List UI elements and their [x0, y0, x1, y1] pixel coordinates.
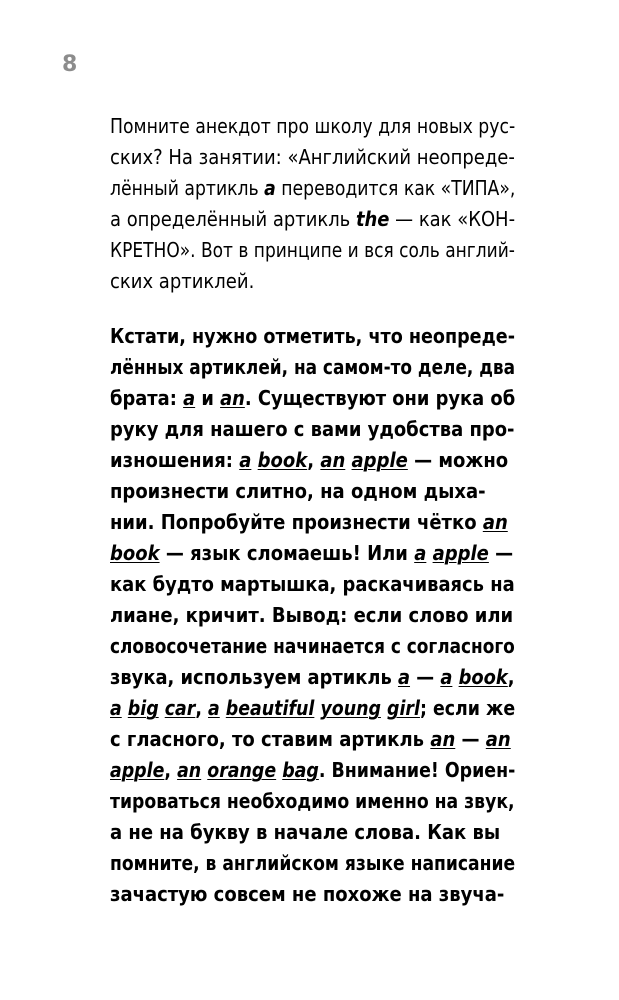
english-example: book — [110, 541, 160, 565]
english-example: young — [320, 696, 381, 720]
text-line — [110, 822, 500, 842]
text-segment: . Существуют они рука об — [244, 386, 516, 410]
text-segment: , — [507, 665, 515, 689]
text-line — [110, 147, 515, 167]
text-segment: помните, в английском языке написание — [110, 851, 516, 875]
text-line — [110, 667, 515, 687]
english-example: orange — [207, 758, 277, 782]
english-example: book — [257, 448, 308, 472]
text-line — [110, 271, 254, 291]
text-line — [110, 543, 513, 563]
text-line — [110, 357, 515, 377]
text-line — [110, 636, 515, 656]
text-segment: , — [164, 758, 178, 782]
english-example: a — [239, 448, 252, 472]
english-example: bag — [282, 758, 319, 782]
text-segment: Кстати, нужно отметить, что неопреде- — [110, 324, 515, 348]
text-line — [110, 512, 508, 532]
text-segment: руку для нашего с вами удобства про- — [110, 417, 515, 441]
text-segment: изношения: — [110, 448, 240, 472]
english-example: car — [164, 696, 196, 720]
english-example: big — [127, 696, 159, 720]
english-example: a — [397, 665, 411, 689]
text-line — [110, 853, 515, 873]
text-line — [110, 884, 504, 904]
english-example: apple — [351, 448, 408, 472]
text-segment: — язык сломаешь! Или — [159, 541, 415, 565]
text-segment: ских? На занятии: «Английский неопреде- — [110, 145, 515, 169]
text-segment: . Внимание! Ориен- — [318, 758, 516, 782]
text-segment: лённых артиклей, на самом-то деле, два — [110, 355, 515, 379]
text-line — [110, 760, 515, 780]
text-segment: а определённый артикль — [110, 207, 356, 231]
english-example: an — [485, 727, 511, 751]
english-example: beautiful — [225, 696, 315, 720]
english-example: a — [440, 665, 453, 689]
text-segment: — — [410, 665, 441, 689]
text-line — [110, 791, 515, 811]
text-segment: с гласного, то ставим артикль — [110, 727, 431, 751]
english-example: a — [183, 386, 196, 410]
text-segment: зачастую совсем не похоже на звуча- — [110, 882, 505, 906]
text-segment: — можно — [407, 448, 509, 472]
english-example: an — [482, 510, 508, 534]
page-number: 8 — [62, 52, 78, 77]
text-segment: словосочетание начинается с согласного — [110, 634, 515, 658]
text-segment: КРЕТНО». Вот в принципе и вся соль англий- — [110, 238, 515, 262]
text-segment: как будто мартышка, раскачиваясь на — [110, 572, 515, 596]
text-segment: произнести слитно, на одном дыха- — [110, 479, 486, 503]
text-segment: , — [195, 696, 209, 720]
english-example: girl — [386, 696, 420, 720]
english-example: an — [220, 386, 245, 410]
text-segment: ских артиклей. — [110, 269, 255, 293]
text-segment: — как «КОН- — [389, 207, 516, 231]
text-line — [110, 388, 515, 408]
text-line — [110, 698, 515, 718]
text-line — [110, 209, 515, 229]
text-segment: а не на букву в начале слова. Как вы — [110, 820, 501, 844]
text-segment: звука, используем артикль — [110, 665, 398, 689]
text-segment: ; если же — [419, 696, 516, 720]
english-example: apple — [432, 541, 489, 565]
english-example: book — [458, 665, 508, 689]
english-example: an — [430, 727, 456, 751]
text-segment: — — [488, 541, 514, 565]
english-example: a — [110, 696, 122, 720]
english-example: apple — [110, 758, 165, 782]
text-line — [110, 574, 515, 594]
text-segment: , — [307, 448, 321, 472]
text-segment: лённый артикль — [110, 176, 265, 200]
text-line — [110, 419, 514, 439]
text-segment: брата: — [110, 386, 184, 410]
text-segment: — — [455, 727, 486, 751]
text-segment: лиане, кричит. Вывод: если слово или — [110, 603, 514, 627]
text-line — [110, 481, 486, 501]
text-segment: переводится как «ТИПА», — [275, 176, 516, 200]
english-example: a — [414, 541, 427, 565]
english-article: a — [264, 176, 276, 200]
text-segment: тироваться необходимо именно на звук, — [110, 789, 515, 813]
english-example: a — [208, 696, 220, 720]
text-line — [110, 605, 513, 625]
text-line — [110, 450, 508, 470]
text-segment: Помните анекдот про школу для новых рус- — [110, 114, 516, 138]
english-example: an — [320, 448, 346, 472]
english-example: an — [177, 758, 202, 782]
text-segment: нии. Попробуйте произнести чётко — [110, 510, 483, 534]
english-article: the — [355, 207, 390, 231]
text-segment: и — [195, 386, 221, 410]
text-line — [110, 116, 515, 136]
text-line — [110, 178, 515, 198]
text-line — [110, 326, 515, 346]
text-line — [110, 729, 511, 749]
text-line — [110, 240, 515, 260]
